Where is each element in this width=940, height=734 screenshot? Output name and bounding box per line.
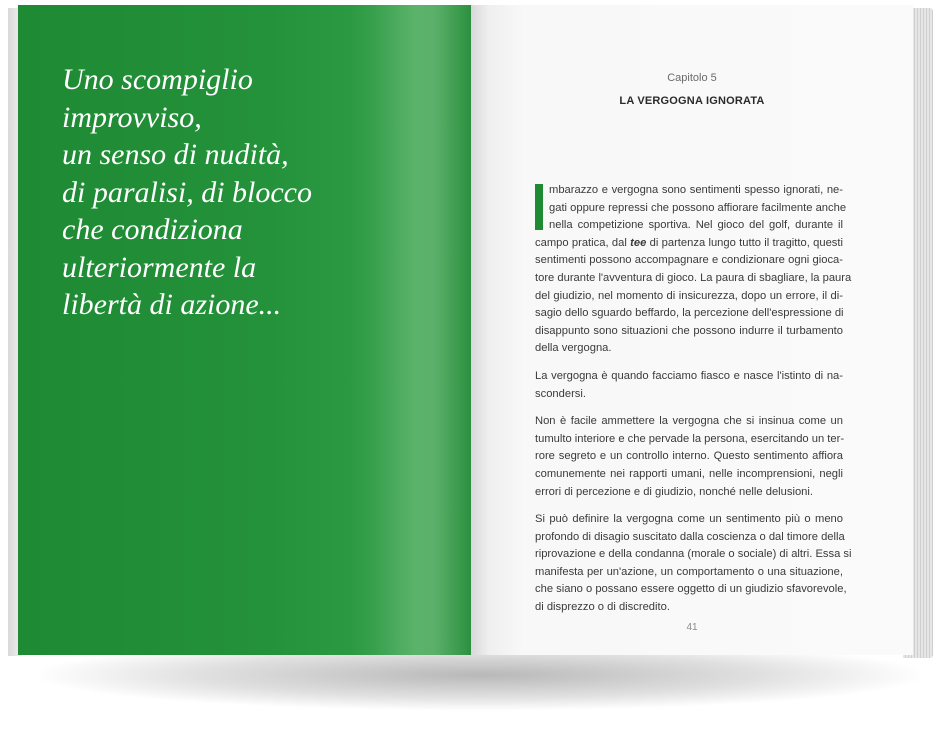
- quote-line: che condiziona: [62, 213, 243, 246]
- drop-cap-bar: [535, 184, 543, 230]
- chapter-body: [535, 182, 852, 627]
- quote-line: improvviso,: [62, 100, 202, 134]
- text-line: manifesta per un'azione, un comportamento o una situazione,: [535, 565, 843, 578]
- text-line: scondersi.: [535, 387, 586, 400]
- quote-line: libertà di azione...: [62, 288, 282, 321]
- text-line: profondo di disagio suscitato dalla coscienza o dal timore della: [535, 530, 845, 543]
- quote-line: di paralisi, di blocco: [62, 175, 312, 209]
- quote-line: un senso di nudità,: [62, 138, 289, 171]
- chapter-label: Capitolo 5: [667, 72, 717, 84]
- emphasis-tee: tee: [630, 236, 647, 249]
- text-line: comunemente nei rapporti umani, nelle incomprensioni, negli: [535, 467, 843, 480]
- text-line: riprovazione e della condanna (morale o sociale) di altri. Essa si: [535, 548, 852, 561]
- text-line: [535, 235, 843, 253]
- page-number: 41: [686, 622, 698, 633]
- paragraph-4: [535, 511, 852, 617]
- left-page: [18, 5, 471, 655]
- quote-line: Uno scompiglio: [62, 63, 253, 96]
- pull-quote: [62, 61, 442, 324]
- right-page: [471, 5, 913, 655]
- text-fragment: campo pratica, dal: [535, 236, 631, 249]
- paragraph-1: [535, 182, 852, 358]
- text-line: Si può definire la vergogna come un sentimento più o meno: [535, 513, 843, 526]
- text-line: nella competizione sportiva. Nel gioco del golf, durante il: [549, 219, 843, 232]
- text-line: del giudizio, nel momento di insicurezza, dopo un errore, il di-: [535, 289, 843, 302]
- text-line: errori di percezione e di giudizio, nonché nelle delusioni.: [535, 485, 813, 498]
- text-line: che siano o possano essere oggetto di un giudizio sfavorevole,: [535, 583, 847, 596]
- quote-line: ulteriormente la: [62, 250, 257, 284]
- text-line: tumulto interiore e che pervade la persona, esercitando un ter-: [535, 432, 845, 445]
- text-line: rore segreto e un controllo interno. Questo sentimento affiora: [535, 450, 843, 463]
- text-line: sentimenti possono accompagnare e condizionare ogni gioca-: [535, 254, 843, 267]
- text-line: gati oppure repressi che possono affiorare facilmente anche: [549, 201, 847, 214]
- text-line: di disprezzo o di discredito.: [535, 601, 670, 614]
- text-fragment: di partenza lungo tutto il tragitto, questi: [646, 236, 843, 249]
- paragraph-3: [535, 413, 843, 501]
- text-line: disappunto sono situazioni che possono indurre il turbamento: [535, 324, 843, 337]
- paragraph-2: [535, 368, 843, 403]
- text-line: mbarazzo e vergogna sono sentimenti spesso ignorati, ne-: [549, 184, 843, 196]
- text-line: della vergogna.: [535, 342, 612, 355]
- chapter-title: LA VERGOGNA IGNORATA: [619, 95, 765, 107]
- text-line: La vergogna è quando facciamo fiasco e nasce l'istinto di na-: [535, 369, 843, 382]
- text-line: tore durante l'avventura di gioco. La paura di sbagliare, la paura: [535, 271, 852, 284]
- text-line: Non è facile ammettere la vergogna che si insinua come un: [535, 415, 843, 428]
- text-line: sagio dello sguardo beffardo, la percezione dell'espressione di: [535, 307, 844, 320]
